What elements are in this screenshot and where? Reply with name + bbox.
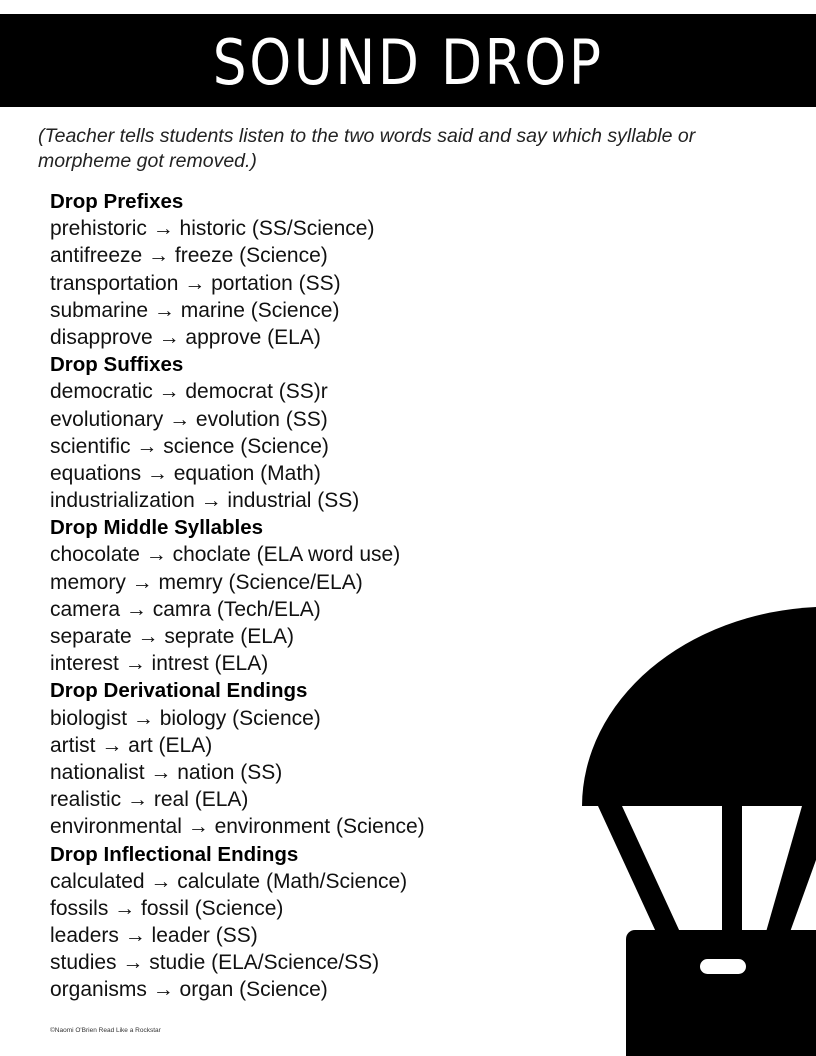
section-heading: Drop Suffixes (50, 353, 184, 377)
section-drop-inflectional-endings (50, 841, 570, 1004)
list-item: industrialization → industrial (SS) (50, 489, 360, 513)
list-item: interest → intrest (ELA) (50, 652, 269, 676)
section-heading: Drop Prefixes (50, 190, 184, 213)
list-item: chocolate → choclate (ELA word use) (50, 543, 401, 567)
section-heading: Drop Derivational Endings (50, 679, 308, 703)
list-item: studies → studie (ELA/Science/SS) (50, 951, 380, 975)
list-item: camera → camra (Tech/ELA) (50, 597, 321, 621)
list-item: transportation → portation (SS) (50, 271, 341, 295)
list-item: organisms → organ (Science) (50, 978, 328, 1002)
list-item: realistic → real (ELA) (50, 788, 249, 812)
list-item: leaders → leader (SS) (50, 924, 258, 948)
list-item: disapprove → approve (ELA) (50, 325, 321, 349)
parachute-crate (626, 930, 816, 1056)
copyright-notice: ©Naomi O'Brien Read Like a Rockstar (50, 1027, 161, 1034)
section-heading: Drop Middle Syllables (50, 516, 264, 540)
title-banner (0, 14, 816, 107)
section-drop-derivational-endings (50, 677, 570, 840)
section-drop-prefixes (50, 188, 570, 351)
list-item: calculated → calculate (Math/Science) (50, 869, 408, 893)
list-item: memory → memry (Science/ELA) (50, 570, 363, 594)
parachute-canopy (582, 607, 816, 806)
list-item: scientific → science (Science) (50, 434, 329, 458)
list-item: fossils → fossil (Science) (50, 896, 284, 920)
list-item: evolutionary → evolution (SS) (50, 407, 328, 431)
list-item: submarine → marine (Science) (50, 298, 340, 322)
list-item: environmental → environment (Science) (50, 815, 425, 839)
parachute-cord-left (598, 806, 680, 932)
list-item: biologist → biology (Science) (50, 706, 321, 730)
list-item: equations → equation (Math) (50, 461, 321, 485)
list-item: nationalist → nation (SS) (50, 760, 283, 784)
list-item: separate → seprate (ELA) (50, 625, 294, 648)
parachute-cord-center (722, 806, 742, 932)
instructions-text: (Teacher tells students listen to the two words said and say which syllable or morpheme got removed.) (38, 125, 696, 172)
section-heading: Drop Inflectional Endings (50, 842, 299, 866)
list-item: democratic → democrat (SS)r (50, 380, 328, 404)
section-drop-middle-syllables (50, 514, 570, 677)
list-item: prehistoric → historic (SS/Science) (50, 217, 375, 241)
parachute-cord-right (766, 806, 816, 932)
crate-handle (700, 959, 746, 974)
list-item: artist → art (ELA) (50, 733, 213, 757)
page-title: SOUND DROP (212, 25, 604, 99)
section-drop-suffixes (50, 351, 570, 514)
word-list (50, 188, 570, 1004)
list-item: antifreeze → freeze (Science) (50, 244, 328, 268)
